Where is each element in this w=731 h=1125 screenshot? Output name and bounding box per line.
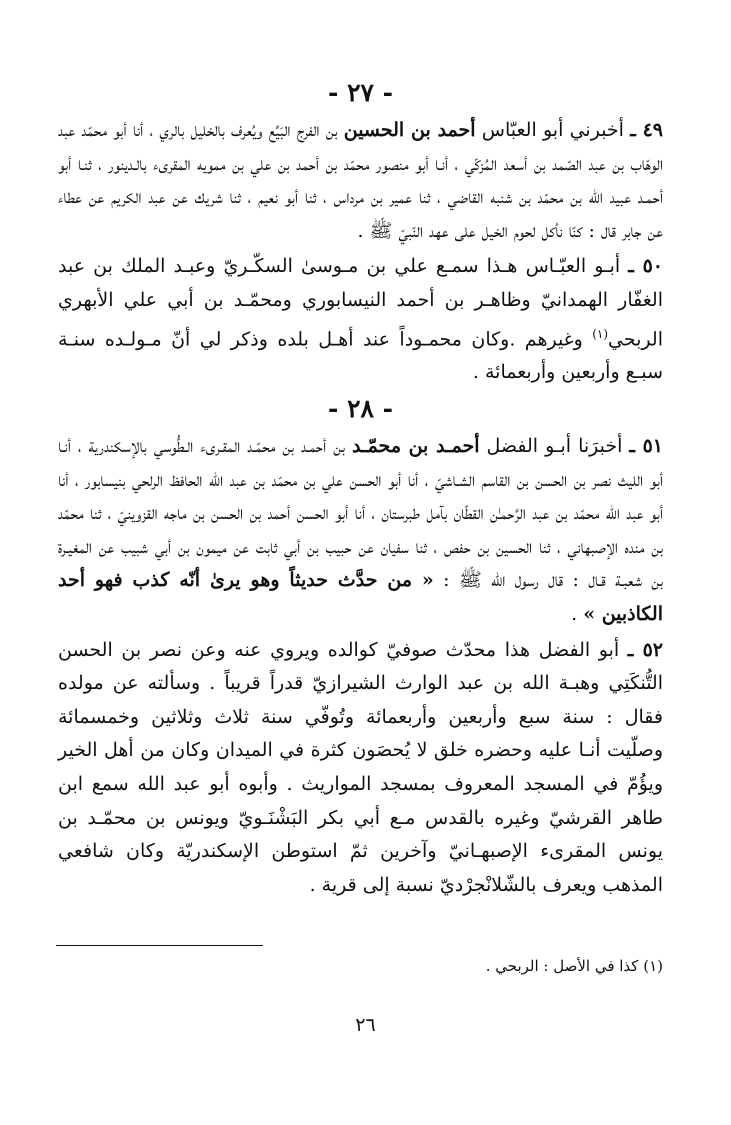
entry-number: ٥١ ـ xyxy=(629,435,663,458)
entry-text: بن أحمـد بن محمّـد المقـرىء الـطُّوسي بالإسكندرية ، أنـا أبو الليث نصر بن الحسن بن القاسم الشـاشيّ ، أنا أبو الحسن علي بن محمّد بن عبد الله الحافظ الرلحي بنيسابور ، أنا أبو عبد الله محمّد بن عبد الرَّحمـٰن القطّان بآمل طبرستان ، أنا أبو الحسن أحمد بن الحسن بن ماجه القزوينيّ ، ثنا محمّد بن منده الإصبهاني ، ثنا الحسين بن حفص ، ثنا سفيان عن حبيب بن أبي ثابت عن ميمون بن أبي شبيب عن المغيـرة بن شعبـة قـال : قال رسول الله ﷺ : xyxy=(58,435,663,592)
footnote-divider xyxy=(56,945,263,946)
entry-51 xyxy=(58,430,663,632)
footnote-reference: (١) xyxy=(592,326,609,341)
narrator-name: أحمـد بن محمّـد xyxy=(352,435,480,458)
entry-number: ٤٩ ـ xyxy=(630,119,663,141)
entry-text: بن الفرج البَيِّع ويُعرف بالخليل بالري ، أنا أبو محمّد عبد الوهّاب بن عبد الصّمد بن أسعد المُزكّي ، أنـا أبو منصور محمّد بن أحمد بن علي بن ممويه المقرىء بالـدينور ، ثنـا أبو أحمـد عبيد الله بن محمّد بن شنبه القاضي ، ثنا عمير بن مرداس ، ثنا أبو نعيم ، ثنا شريك عن عبد الكريم عن عطاء عن جابر قال : كنّا نأكل لحوم الخيل على عهد النّبيّ ﷺ . xyxy=(58,119,663,242)
entry-52 xyxy=(58,634,663,903)
page-number: ٢٦ xyxy=(355,1014,376,1036)
entry-49 xyxy=(58,114,663,248)
hadith-quote: « من حدَّث حديثاً وهو يرىٰ أنّه كذب فهو أحد الكاذبين » xyxy=(58,569,663,626)
entry-number: ٥٢ ـ xyxy=(627,638,663,661)
entry-text: أخبرني أبو العبّاس xyxy=(475,119,631,141)
page-marker-28: - ٢٨ - xyxy=(327,394,394,424)
entry-number: ٥٠ ـ xyxy=(628,255,663,278)
narrator-name: أحمد بن الحسين xyxy=(343,119,476,141)
footnote: (١) كذا في الأصل : الربحي . xyxy=(485,957,663,975)
page-marker-27: - ٢٧ - xyxy=(327,78,394,107)
entry-50 xyxy=(58,250,663,390)
entry-text: وغيرهم .وكان محمـوداً عند أهـل بلده وذكر لي أنّ مـولـده سنـة سبـع وأربعين وأربعمائة . xyxy=(58,327,663,384)
entry-text: أبو الفضل هذا محدّث صوفيّ كوالده ويروي عنه وعن نصر بن الحسن التُّنكَتِي وهبـة الله بن عبد الوارث الشيرازيّ قدراً قريباً . وسألته عن مولده فقال : سنة سبع وأربعين وأربعمائة وتُوفّي سنة ثلاث وثلاثين وخمسمائة وصلّيت أنـا عليه وحضره خلق لا يُحصَون كثرة في الميدان وكان من أهل الخير ويؤُمّ في المسجد المعروف بمسجد المواريث . وأبوه أبو عبد الله سمع ابن طاهر القرشيّ وغيره بالقدس مـع أبي بكر البَشْنَـويّ ويونس بن محمّـد بن يونس المقرىء الإصبهـانيّ وآخرين ثمّ استوطن الإسكندريّة وكان شافعي المذهب ويعرف بالشّلانْجرْديّ نسبة إلى قرية . xyxy=(58,638,663,896)
entry-text: . xyxy=(571,603,584,626)
entry-text: أبـو العبّـاس هـذا سمـع علي بن مـوسىٰ السكّـريّ وعبـد الملك بن عبد الغفّار الهمدانيّ وظاهـر بن أحمد النيسابوري ومحمّـد بن أبي علي الأبهري الربحي xyxy=(58,255,663,350)
entry-text: أخبرَنا أبـو الفضل xyxy=(479,435,630,458)
